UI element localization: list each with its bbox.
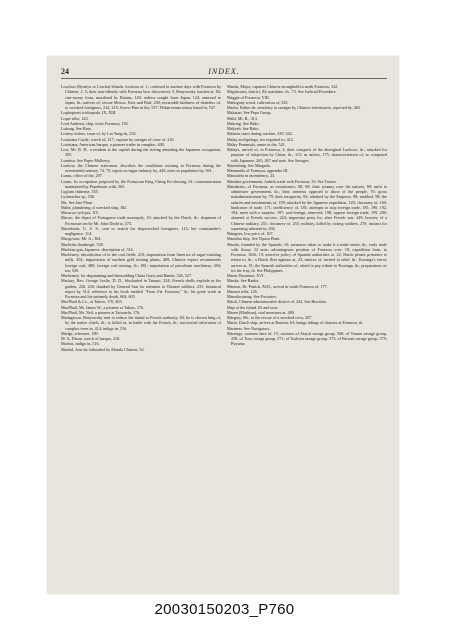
index-entry: Mackay, Rev. George Leslie, D. D., blockaded in Tamsui, 224; French shells explode in his garden, 226, 230; thanked by General Sun for attention to Chinese soldiers, 231; botanical report by 514; reference to his book entitled "From Far Formosa," ib.; his great work in Formosa and his untimely death, 604, 605. [61, 278, 221, 299]
index-entry: MacPhail & Co., at Takow, 176, 403. [61, 299, 123, 305]
index-entry: Maggie of Formosa, VIII. [227, 94, 270, 100]
index-entry: Luchow, the Chinese statesman, describes the conditions existing in Formosa during the seventeenth century, 74, 75; report on sugar industry by, 445; note on population by, 561. [61, 162, 221, 173]
index-entry: Madagascar, Benyowsky sent to reduce the island to French authority, 84; he is chosen king of, by the native chiefs, ib.; is killed at, in battle with the French, ib.; successful cultivation of camphor trees in, 414; indigo in, 516. [61, 315, 221, 331]
left-column [61, 84, 221, 352]
index-entry: Lysimachia sp., 536. [61, 194, 96, 200]
index-entry: Manila, founded by the Spanish, 10; measures taken to make it a trade-center, ib.; early trade with Amoy, 12 note; advantageous position of Formosa over, 18; expedition from, to Formosa, 1626, 19; aversive policy of Spanish authorities at, 22; Dutch permit prisoners to return to, ib.; a Dutch fleet appears at, 23; natives of, invited to rebel, ib.; Koxinga's envoy arrives at, 51; the Spanish authorities of, afraid to pay tribute to Koxinga, ib.; preparations at, for the fray, ib. See Philippines. [227, 241, 387, 273]
right-column [227, 84, 387, 347]
page-header [61, 66, 387, 78]
index-entry: Macgowan, Mr. A., 364. [61, 236, 102, 242]
index-entry: Madge, schooner, 189. [61, 330, 99, 336]
index-entry: Mariners. See Navigators. [227, 325, 271, 331]
index-entry: Macedonia, U. S. S., sent to search for shipwrecked foreigners, 113; her commander's negligence, 114. [61, 225, 221, 236]
index-entry: Makatao. See Pepo Group. [227, 110, 272, 116]
index-entry: Makyeh. See Bako. [227, 126, 260, 131]
index-entry: Mandarins, of Formosa, as extortioners, 68, 69; their tyranny over the natives, 69; unfit to administer government, ib.; their interests opposed to those of the people, 70; gross maladministration by, 79; their incapacity, 92; rebuked by the Emperor, 98; mobbed, 98; the salaries and emoluments of, 109; attacked by the Japanese expedition, 120; chicanery of, 160; hindrance of trade, 171; inefficiency of, 181; attempts to stop foreign trade, 185, 190, 192, 194; meet with a surprise, 197; anti-foreign, removed, 198; oppose foreign trade, 199, 200; alarmed at French success, 224; important posts for, after French war, 249; bravery of a Chinese military, 251; chicanery of, 255; military, killed by rioting soldiers, 270; instinct for squeezing inherent in, 436. [227, 183, 387, 231]
index-entry: Madrid, Jose de, beheaded by Manila Chinese, 52. [61, 346, 145, 352]
index-entry: Malays, arrival of, in Formosa, 2; their conquest of the aboriginal Luchoos, ib.; attacked for purpose of subjection by China, ib.; 115; as sailors, 175, characterization of, as compared with Japanese, 265, 267 and note. See Savages. [227, 147, 387, 163]
index-entry: Low, Mr. R. H., a resident at the capital during the rioting attending the Japanese occupation, 305. [61, 147, 221, 158]
index-entry: Louisiana, American barque, a pioneer trader in camphor, 400. [61, 141, 165, 147]
index-entry: Manka. See Banka. [227, 278, 260, 284]
index-entry: Map of the island, 63 and note. [227, 304, 279, 310]
page-title: INDEX. [208, 67, 240, 76]
index-entry: Macaroa cyclopis, XV. [61, 210, 99, 215]
index-entry: MacPhail, Mr. Neil, a pioneer at Taiwanfu, 176. [61, 309, 141, 315]
index-entry: Lukong. See Rato. [61, 126, 92, 131]
index-entry: Mammalia of Formosa, appendix III. [227, 168, 289, 173]
index-entry: Malaria cases during warfare, 339, 342. [227, 131, 293, 137]
index-entry: Lunsu, office of the, 207. [61, 173, 103, 179]
index-entry: Magistrates, district, 84; maritime, ib., 73. See Judicial Procedure. [227, 89, 337, 95]
page-number: 24 [61, 67, 69, 76]
index-entry: Maren (Madison), coal measures at, 480. [227, 309, 295, 315]
index-entry: Machine gun, Japanese, description of, 316. [61, 246, 134, 252]
index-entry: Marriage, customs here of, 15; customs of Atayal savage group, 568; of Vonum savage group, 259; of Tsou savage group, 571; of Tsalisen savage group, 573; of Paiwan savage group, 575; Puyuma [227, 330, 387, 347]
index-page [47, 56, 399, 594]
index-entry: Macao, the depot of Portuguese trade monopoly, 10; attacked by the Dutch, ib.; shipment of Formosan tea by Mr. John Dodd to, 373. [61, 215, 221, 226]
index-entry: Machinery, introduction of in the coal fields, 210; importation from America of sugar-crushing mills, 454; importation of modern gold mining plants, 469; Chinese expert recommends foreign coal, 480; foreign coal mining, ib.; 481; importation of petroleum machinery, 494; tea, 539. [61, 252, 221, 273]
index-entry: Lord Amherst, ship, visits Formosa, 102. [61, 120, 129, 126]
index-entry: Maoli, Chinese administrative district of, 244. See Biorishu. [227, 299, 327, 305]
index-entry: Machilus thunbergii, 538. [61, 241, 104, 247]
index-entry: Lygium chinense, 535. [61, 189, 99, 194]
index-entry: Lumitsu. See Paper Mulberry. [61, 157, 111, 163]
index-entry: Manis Dasuanoi, XVI. [227, 273, 265, 278]
index-entry: Maitia, Father de, treachery to savages by Chinese adventurers, reported by, 463. [227, 105, 362, 110]
index-entry: Ma. See Jute Plant. [61, 199, 93, 205]
index-entry: Lottery tickets, issue of, by Liu Yung-fu, 252. [61, 131, 137, 137]
index-entry: Mamoleta in ascendency, 23. [227, 173, 276, 179]
index-entry: Louisiana Castle, wreck of, 217; capture by savages of crew of, 216. [61, 136, 175, 142]
index-entry: Mandate government, forbids trade with Formosa, 33. See Tartars. [227, 178, 338, 184]
index-entry: Mabe, plundering of wrecked ship, 182. [61, 204, 128, 210]
index-entry: Manufacturing. See Factories. [227, 294, 277, 299]
index-entry: M. A. Dixon, wreck of barque, 218. [61, 336, 121, 341]
index-entry: Manson, Dr. Patrick, M.D., arrival in south Formosa of, 177. [227, 283, 328, 289]
index-entry: Mahl, Mr. R., 313. [227, 115, 258, 121]
index-entry: Margary, Mr., to the rescue of a wrecked crew, 207. [227, 315, 313, 320]
index-entry: Malay Peninsula, ramie in the, 521. [227, 141, 286, 147]
index-entry: Mamishing. See Margeda. [227, 162, 271, 168]
index-entry: Lopei tribe, 143. [61, 115, 89, 121]
index-entry: Mahogany wood, cultivation of, 543. [227, 99, 289, 105]
index-entry: Manobat ship. See Tipasu Plant. [227, 236, 281, 242]
index-entry: Malay archipelago, tea exported to, 412. [227, 136, 294, 142]
index-entry: Madras, indigo in, 516. [61, 341, 100, 347]
index-entry: Maeda, Major, captures Chinese stronghold in north Formosa, 332. [227, 84, 339, 89]
index-entry: Maria, Dutch ship, arrives at Batavia, 63; brings tidings of disaster at Formosa, ib. [227, 320, 364, 326]
index-entry: Loochoo (Ryukyu or Liuchu) Islands, location of, 1; confused in ancient days with Formosa by Chinese, 2, 5; their non-identity with Formosa how discovered, 5; Benyowsky touches at, 84; cast-aways from, murdered by Botans, 120; redress sought from Japan, 124; annexed to Japan, ib.; natives of, rescue Messrs. Kerr and Bird, 200; invariable kindness of islanders of, to wrecked foreigners, 214, 215; Screw-Pine in the, 537; Wikstroemia retusa found in, 547. [61, 84, 221, 110]
image-caption: 20030150203_P760 [154, 601, 295, 618]
index-entry: Mangoes, low price of, 107. [227, 231, 274, 236]
header-rule [61, 78, 387, 79]
index-entry: Manuoi tribe, 145. [227, 288, 258, 294]
index-entry: Makong. See Bako. [227, 120, 260, 126]
index-entry: MacPhail, Mr. James W., a pioneer at Takow, 176. [61, 304, 145, 310]
index-entry: Lunsu, its occupation proposed by the Formosan King Cheng Ko-shwang, 61; communication maintained by Pepohoans with, 563. [61, 178, 221, 189]
index-entry: Lophopteris trichopoda, IX, XIII. [61, 110, 117, 116]
index-entry: Machinery, for degumming and demoulding China Grass and Ramie, 526, 527. [61, 273, 193, 278]
